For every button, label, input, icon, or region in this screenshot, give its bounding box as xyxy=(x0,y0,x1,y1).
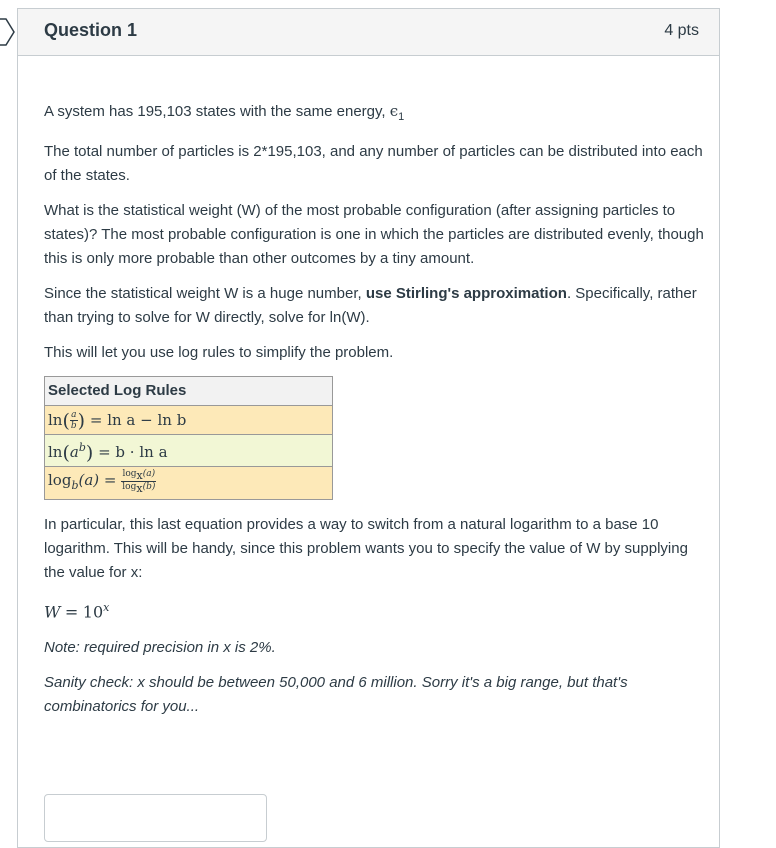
note-precision: Note: required precision in x is 2%. xyxy=(44,639,276,657)
question-marker-icon xyxy=(0,17,16,47)
log-rule-power: $\ln(a^b) = b \cdot \ln a$ xyxy=(45,435,333,467)
paragraph-stirling: Since the statistical weight W is a huge number, use Stirling's approximation. Specifically, rather than trying to solve for W directly, solve for ln(W). xyxy=(44,285,697,326)
paragraph-base-switch: In particular, this last equation provides a way to switch from a natural logarithm to a base 10 logarithm. This will be handy, since this problem wants you to specify the value of W by supplying the value for x: xyxy=(44,516,688,581)
paragraph-states: A system has 195,103 states with the same energy, $\epsilon_1$ xyxy=(44,102,405,123)
note-sanity-check: Sanity check: x should be between 50,000 and 6 million. Sorry it's a big range, but that's combinatorics for you... xyxy=(44,674,628,716)
log-rule-change-of-base: $\log_b(a)$ = $\frac{\log_x(a)}{\log_x(b)}$ xyxy=(45,467,333,500)
question-text xyxy=(44,99,704,730)
epsilon-symbol: ϵ xyxy=(389,102,399,120)
log-rules-header: Selected Log Rules xyxy=(45,377,333,406)
paragraph-log-rules: This will let you use log rules to simplify the problem. xyxy=(44,344,394,361)
log-rules-table xyxy=(44,376,333,500)
paragraph-particles: The total number of particles is 2*195,103, and any number of particles can be distributed into each of the states. xyxy=(44,143,703,184)
w-equation: W = 10$^x$ xyxy=(44,601,110,622)
paragraph-question: What is the statistical weight (W) of the most probable configuration (after assigning particles to states)? The most probable configuration is one in which the particles are distributed evenly, though this is only more probable than other outcomes by a tiny amount. xyxy=(44,202,704,267)
question-points: 4 pts xyxy=(664,22,699,39)
question-title: Question 1 xyxy=(44,20,138,40)
question-header xyxy=(18,9,719,56)
question-card xyxy=(17,8,720,848)
stirling-emphasis: use Stirling's approximation xyxy=(365,285,567,302)
answer-input[interactable] xyxy=(44,794,267,842)
log-rule-quotient: ln( $\frac{a}{b}$ ) = ln a − ln b xyxy=(45,406,333,435)
